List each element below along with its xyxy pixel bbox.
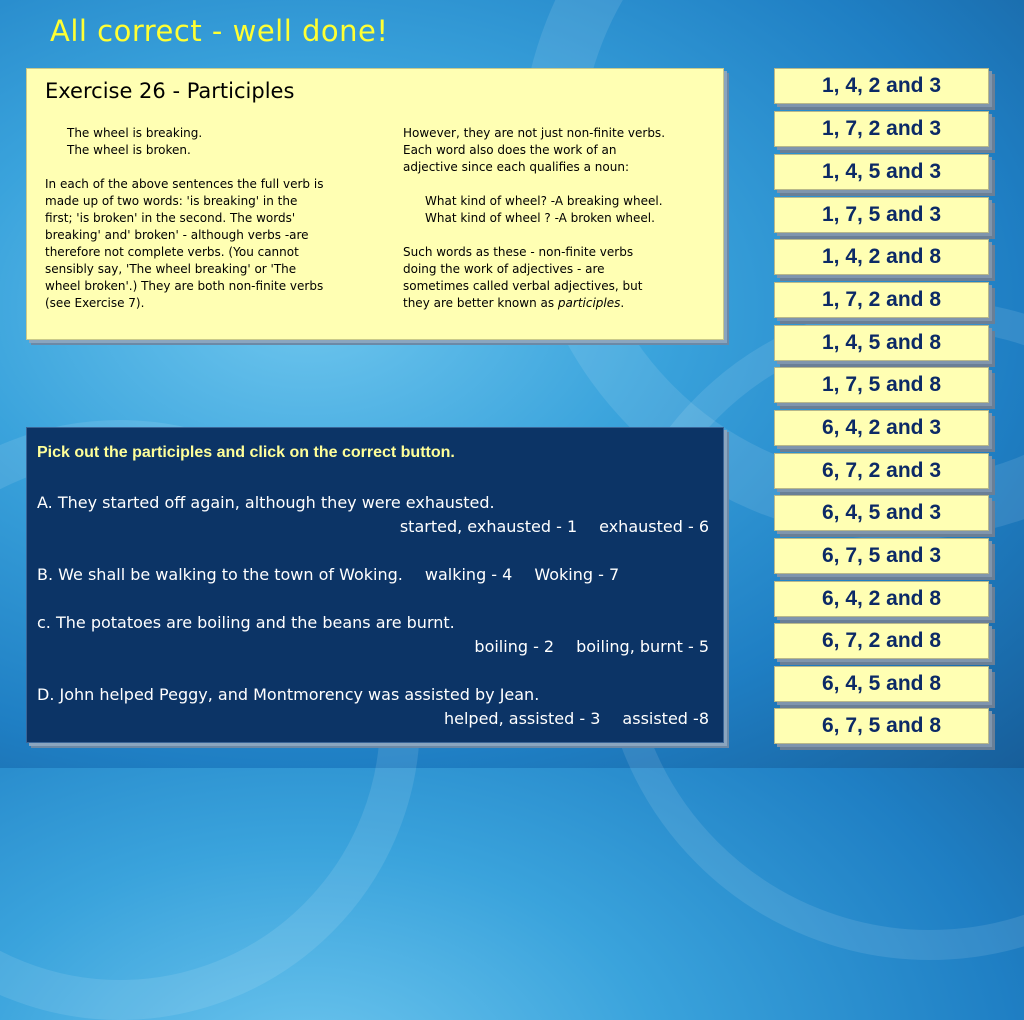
lesson-line: However, they are not just non-finite verbs. [403, 126, 666, 140]
answer-button-8[interactable]: 1, 7, 5 and 8 [774, 367, 989, 403]
page-title: All correct - well done! [50, 14, 389, 48]
answer-button-7[interactable]: 1, 4, 5 and 8 [774, 325, 989, 361]
answer-button-2[interactable]: 1, 7, 2 and 3 [774, 111, 989, 147]
option-label: started, exhausted - 1 [399, 517, 578, 536]
answer-button-4[interactable]: 1, 7, 5 and 3 [774, 197, 989, 233]
option-label: Woking - 7 [534, 565, 620, 584]
lesson-line: In each of the above sentences the full verb is [45, 177, 324, 191]
question-b-sentence: B. We shall be walking to the town of Woking. [37, 565, 403, 584]
lesson-right-column [403, 125, 713, 312]
question-b-row [37, 563, 619, 587]
answer-button-6[interactable]: 1, 7, 2 and 8 [774, 282, 989, 318]
question-d-options [444, 707, 709, 731]
question-c-options [474, 635, 709, 659]
example-sentence: The wheel is broken. [67, 143, 191, 157]
answer-button-1[interactable]: 1, 4, 2 and 3 [774, 68, 989, 104]
question-d-sentence: D. John helped Peggy, and Montmorency was assisted by Jean. [37, 685, 540, 704]
lesson-line: made up of two words: 'is breaking' in the [45, 194, 298, 208]
question-a-options [400, 515, 709, 539]
lesson-left-column [45, 125, 385, 312]
option-label: boiling - 2 [474, 637, 555, 656]
option-label: exhausted - 6 [599, 517, 709, 536]
answer-button-16[interactable]: 6, 7, 5 and 8 [774, 708, 989, 744]
answer-button-10[interactable]: 6, 7, 2 and 3 [774, 453, 989, 489]
answer-button-15[interactable]: 6, 4, 5 and 8 [774, 666, 989, 702]
answer-button-13[interactable]: 6, 4, 2 and 8 [774, 581, 989, 617]
option-label: boiling, burnt - 5 [576, 637, 709, 656]
answer-button-3[interactable]: 1, 4, 5 and 3 [774, 154, 989, 190]
lesson-line: adjective since each qualifies a noun: [403, 160, 629, 174]
question-a-sentence: A. They started off again, although they were exhausted. [37, 493, 495, 512]
lesson-line: doing the work of adjectives - are [403, 262, 605, 276]
option-label: helped, assisted - 3 [444, 709, 601, 728]
lesson-text-fragment: . [620, 296, 625, 310]
question-panel [26, 427, 724, 743]
lesson-line: sensibly say, 'The wheel breaking' or 'The [45, 262, 297, 276]
lesson-line: sometimes called verbal adjectives, but [403, 279, 643, 293]
example-question: What kind of wheel ? -A broken wheel. [425, 211, 655, 225]
lesson-line: therefore not complete verbs. (You cannot [45, 245, 299, 259]
answer-button-12[interactable]: 6, 7, 5 and 3 [774, 538, 989, 574]
answer-button-9[interactable]: 6, 4, 2 and 3 [774, 410, 989, 446]
answer-button-14[interactable]: 6, 7, 2 and 8 [774, 623, 989, 659]
answer-button-11[interactable]: 6, 4, 5 and 3 [774, 495, 989, 531]
instruction-text: Pick out the participles and click on the correct button. [37, 444, 455, 461]
question-c-sentence: c. The potatoes are boiling and the beans are burnt. [37, 613, 455, 632]
option-label: assisted -8 [622, 709, 709, 728]
exercise-title: Exercise 26 - Participles [45, 79, 295, 103]
participles-term: participles [557, 296, 621, 310]
answer-button-5[interactable]: 1, 4, 2 and 8 [774, 239, 989, 275]
example-question: What kind of wheel? -A breaking wheel. [425, 194, 663, 208]
lesson-panel [26, 68, 724, 340]
lesson-line: first; 'is broken' in the second. The words' [45, 211, 296, 225]
lesson-line: Each word also does the work of an [403, 143, 617, 157]
option-label: walking - 4 [424, 565, 513, 584]
lesson-line: (see Exercise 7). [45, 296, 145, 310]
lesson-line: Such words as these - non-finite verbs [403, 245, 634, 259]
lesson-line: wheel broken'.) They are both non-finite verbs [45, 279, 324, 293]
lesson-line: breaking' and' broken' - although verbs -are [45, 228, 309, 242]
lesson-line-with-term [403, 295, 713, 312]
example-sentence: The wheel is breaking. [67, 126, 203, 140]
lesson-text-fragment: they are better known as [403, 296, 558, 310]
